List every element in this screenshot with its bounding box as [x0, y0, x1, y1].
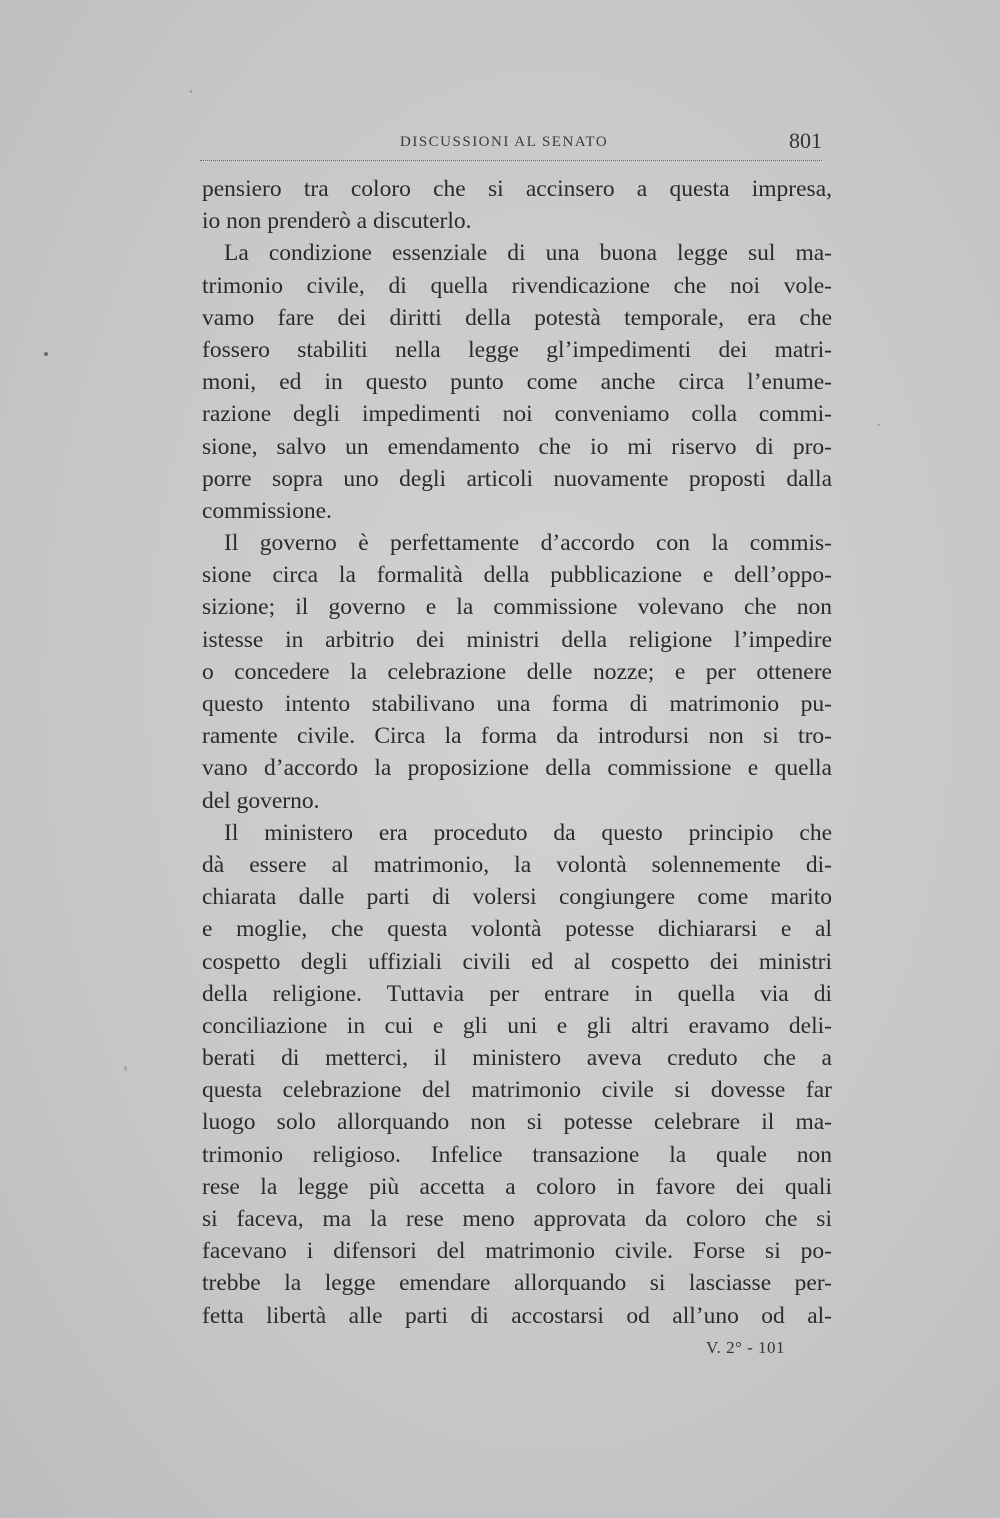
text-line: fetta libertà alle parti di accostarsi od all’uno od al-	[202, 1302, 832, 1329]
text-line: commissione.	[202, 497, 332, 524]
text-line: conciliazione in cui e gli uni e gli altri eravamo deli-	[202, 1012, 832, 1039]
running-title: DISCUSSIONI AL SENATO	[400, 134, 609, 150]
text-line: fossero stabiliti nella legge gl’impedimenti dei matri-	[202, 336, 832, 363]
text-line: trebbe la legge emendare allorquando si lasciasse per-	[202, 1270, 832, 1297]
text-line: moni, ed in questo punto come anche circa l’enume-	[202, 369, 832, 396]
text-line: vano d’accordo la proposizione della commissione e quella	[202, 755, 832, 782]
text-line: Il governo è perfettamente d’accordo con la commis-	[224, 530, 832, 557]
text-line: trimonio religioso. Infelice transazione la quale non	[202, 1141, 832, 1168]
text-line: chiarata dalle parti di volersi congiungere come marito	[202, 884, 832, 911]
text-line: trimonio civile, di quella rivendicazione che noi vole-	[202, 272, 832, 299]
text-line: rese la legge più accetta a coloro in favore dei quali	[202, 1173, 832, 1200]
paper-speck	[190, 90, 192, 93]
text-line: e moglie, che questa volontà potesse dichiararsi e al	[202, 916, 832, 943]
text-line: della religione. Tuttavia per entrare in quella via di	[202, 980, 832, 1007]
text-line: io non prenderò a discuterlo.	[202, 208, 472, 235]
text-line: ramente civile. Circa la forma da introdursi non si tro-	[202, 723, 832, 750]
text-line: sione, salvo un emendamento che io mi riservo di pro-	[202, 433, 832, 460]
paper-speck	[44, 352, 48, 356]
text-line: cospetto degli uffiziali civili ed al cospetto dei ministri	[202, 948, 832, 975]
text-line: facevano i difensori del matrimonio civile. Forse si po-	[202, 1238, 832, 1265]
text-line: del governo.	[202, 787, 320, 814]
text-line: istesse in arbitrio dei ministri della religione l’impedire	[202, 626, 832, 653]
text-line: questo intento stabilivano una forma di matrimonio pu-	[202, 691, 832, 717]
running-head	[200, 128, 822, 158]
text-line: questa celebrazione del matrimonio civile si dovesse far	[202, 1077, 832, 1104]
text-line: sione circa la formalità della pubblicazione e dell’oppo-	[202, 562, 832, 589]
page-number: 801	[789, 128, 822, 153]
text-line: razione degli impedimenti noi conveniamo colla commi-	[202, 401, 832, 428]
text-line: o concedere la celebrazione delle nozze; e per ottenere	[202, 658, 832, 685]
text-line: luogo solo allorquando non si potesse celebrare il ma-	[202, 1109, 832, 1136]
signature-mark: V. 2° - 101	[706, 1338, 786, 1357]
text-line: Il ministero era proceduto da questo principio che	[224, 819, 832, 846]
text-line: berati di metterci, il ministero aveva creduto che a	[202, 1045, 832, 1072]
body-text	[202, 173, 832, 1332]
text-line: dà essere al matrimonio, la volontà solennemente di-	[202, 851, 832, 878]
paper-speck	[124, 1066, 127, 1071]
paper-speck	[878, 424, 880, 426]
text-line: sizione; il governo e la commissione volevano che non	[202, 594, 832, 621]
text-line: La condizione essenziale di una buona legge sul ma-	[224, 240, 832, 267]
text-line: pensiero tra coloro che si accinsero a questa impresa,	[202, 176, 832, 202]
header-rule	[200, 160, 822, 161]
text-line: vamo fare dei diritti della potestà temporale, era che	[202, 304, 832, 331]
text-line: si faceva, ma la rese meno approvata da coloro che si	[202, 1206, 832, 1232]
text-line: porre sopra uno degli articoli nuovamente proposti dalla	[202, 465, 832, 492]
